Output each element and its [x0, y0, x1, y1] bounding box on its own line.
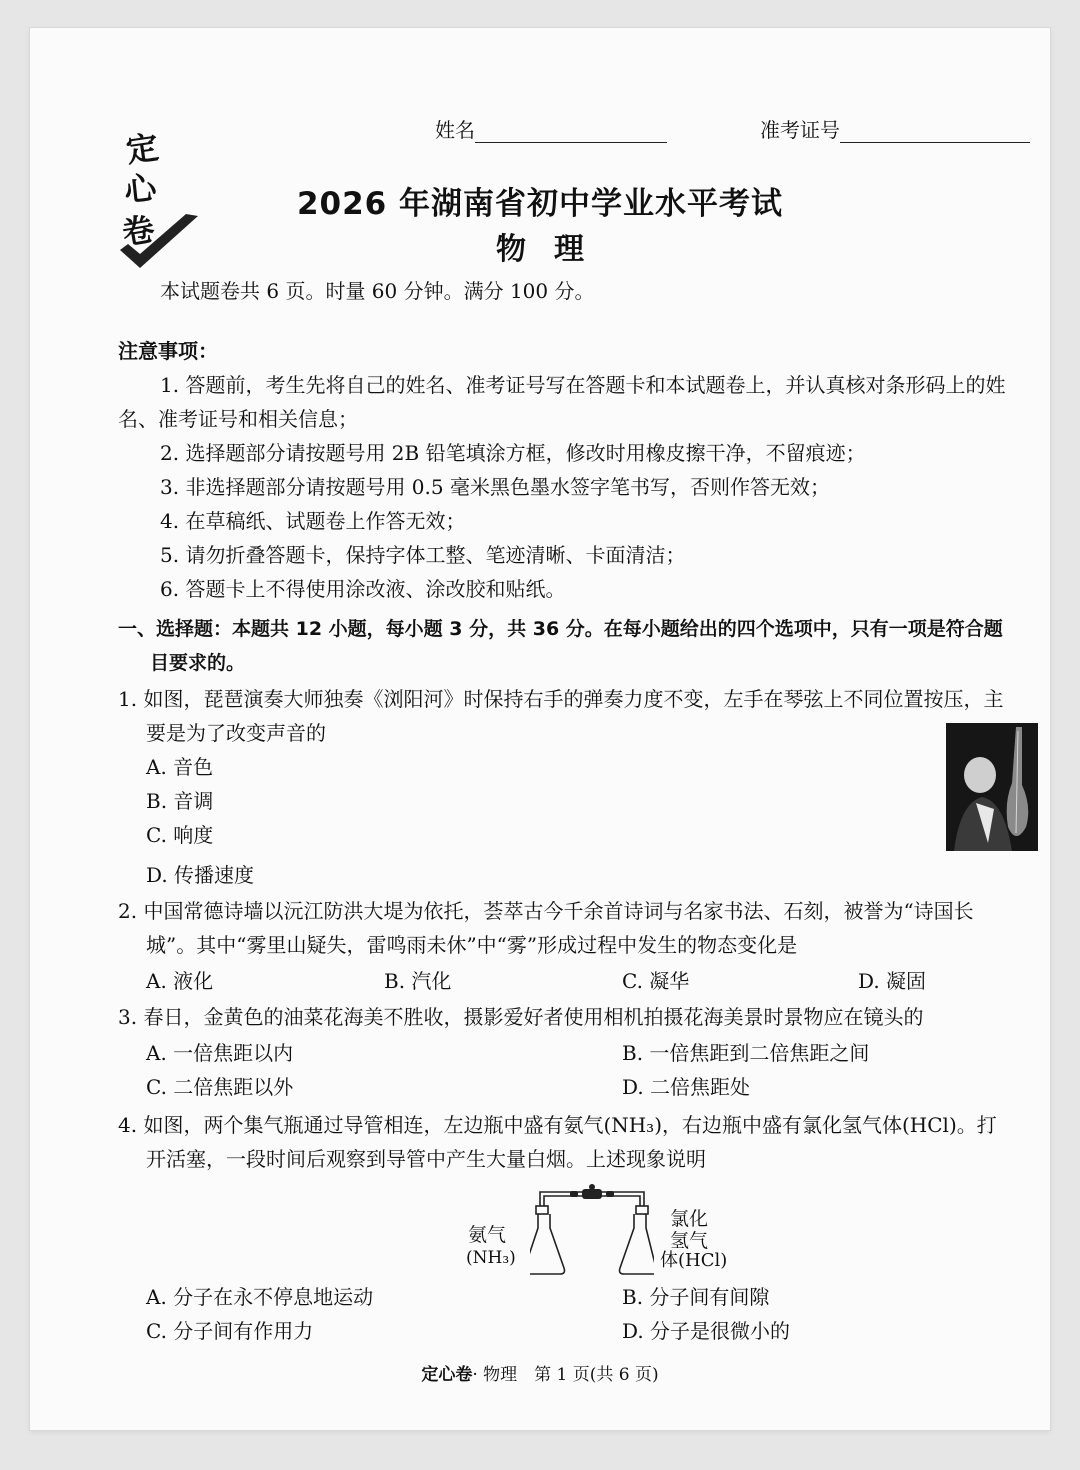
id-label: 准考证号 — [760, 118, 840, 142]
question-1-option-a: A. 音色 — [146, 755, 214, 779]
question-2-option-d: D. 凝固 — [858, 969, 927, 993]
label-hcl-1: 氯化 — [670, 1208, 709, 1230]
name-label: 姓名 — [435, 118, 475, 142]
question-3-option-d: D. 二倍焦距处 — [622, 1075, 751, 1099]
question-2-stem-cont: 城”。其中“雾里山疑失，雷鸣雨未休”中“雾”形成过程中发生的物态变化是 — [146, 933, 798, 957]
question-3-stem: 3. 春日，金黄色的油菜花海美不胜收，摄影爱好者使用相机拍摄花海美景时景物应在镜头的 — [118, 1005, 924, 1029]
logo-char-1: 定 — [123, 127, 161, 171]
notice-item: 2. 选择题部分请按题号用 2B 铅笔填涂方框，修改时用橡皮擦干净，不留痕迹； — [160, 441, 866, 465]
exam-title: 2026 年湖南省初中学业水平考试 — [296, 186, 784, 222]
question-4-option-b: B. 分子间有间隙 — [622, 1285, 770, 1309]
intro-text: 本试题卷共 6 页。时量 60 分钟。满分 100 分。 — [160, 279, 595, 303]
logo-char-3: 卷 — [119, 209, 158, 253]
section-heading-cont: 目要求的。 — [150, 652, 246, 674]
question-3-option-b: B. 一倍焦距到二倍焦距之间 — [622, 1041, 870, 1065]
question-1-stem: 1. 如图，琵琶演奏大师独奏《浏阳河》时保持右手的弹奏力度不变，左手在琴弦上不同位置按压，主 — [118, 687, 1004, 711]
question-3-option-a: A. 一倍焦距以内 — [146, 1041, 294, 1065]
gas-flasks-diagram — [530, 1182, 654, 1278]
footer-page-info: · 物理 第 1 页(共 6 页) — [472, 1365, 659, 1385]
question-3-option-c: C. 二倍焦距以外 — [146, 1075, 294, 1099]
page-footer — [30, 1360, 1050, 1385]
notice-heading: 注意事项： — [118, 339, 218, 363]
label-hcl-2: 氢气 — [670, 1230, 709, 1252]
question-4-option-a: A. 分子在永不停息地运动 — [146, 1285, 374, 1309]
question-2-option-a: A. 液化 — [146, 969, 214, 993]
label-ammonia: 氨气 — [468, 1224, 507, 1246]
notice-item: 5. 请勿折叠答题卡，保持字体工整、笔迹清晰、卡面清洁； — [160, 543, 686, 567]
footer-brand: 定心卷 — [421, 1365, 473, 1385]
question-4-option-c: C. 分子间有作用力 — [146, 1319, 314, 1343]
question-4-option-d: D. 分子是很微小的 — [622, 1319, 791, 1343]
notice-item: 名、准考证号和相关信息； — [118, 407, 358, 431]
question-4-stem: 4. 如图，两个集气瓶通过导管相连，左边瓶中盛有氨气(NH₃)，右边瓶中盛有氯化氢气体(HCl)。打 — [118, 1113, 997, 1137]
question-1-option-b: B. 音调 — [146, 789, 214, 813]
id-underline[interactable] — [840, 120, 1030, 143]
id-field[interactable] — [760, 114, 1030, 143]
notice-item: 1. 答题前，考生先将自己的姓名、准考证号写在答题卡和本试题卷上，并认真核对条形码上的姓 — [160, 373, 1006, 397]
name-underline[interactable] — [475, 120, 667, 143]
question-4-stem-cont: 开活塞，一段时间后观察到导管中产生大量白烟。上述现象说明 — [146, 1147, 706, 1171]
question-2-stem: 2. 中国常德诗墙以沅江防洪大堤为依托，荟萃古今千余首诗词与名家书法、石刻，被誉为“诗国长 — [118, 899, 974, 923]
label-hcl-3: 体(HCl) — [660, 1250, 728, 1271]
notice-item: 3. 非选择题部分请按题号用 0.5 毫米黑色墨水签字笔书写，否则作答无效； — [160, 475, 830, 499]
subject-title: 物理 — [496, 232, 612, 267]
exam-page — [30, 28, 1050, 1430]
notice-item: 6. 答题卡上不得使用涂改液、涂改胶和贴纸。 — [160, 577, 566, 601]
question-1-option-c: C. 响度 — [146, 823, 214, 847]
notice-item: 4. 在草稿纸、试题卷上作答无效； — [160, 509, 466, 533]
question-2-option-c: C. 凝华 — [622, 969, 690, 993]
question-1-option-d: D. 传播速度 — [146, 863, 255, 887]
section-heading: 一、选择题：本题共 12 小题，每小题 3 分，共 36 分。在每小题给出的四个选项中，只有一项是符合题 — [118, 618, 1003, 640]
question-2-option-b: B. 汽化 — [384, 969, 452, 993]
name-field[interactable] — [435, 114, 667, 143]
question-1-stem-cont: 要是为了改变声音的 — [146, 721, 326, 745]
logo-char-2: 心 — [122, 168, 159, 210]
pipa-player-photo — [946, 723, 1038, 851]
label-ammonia-formula: (NH₃) — [466, 1248, 516, 1268]
